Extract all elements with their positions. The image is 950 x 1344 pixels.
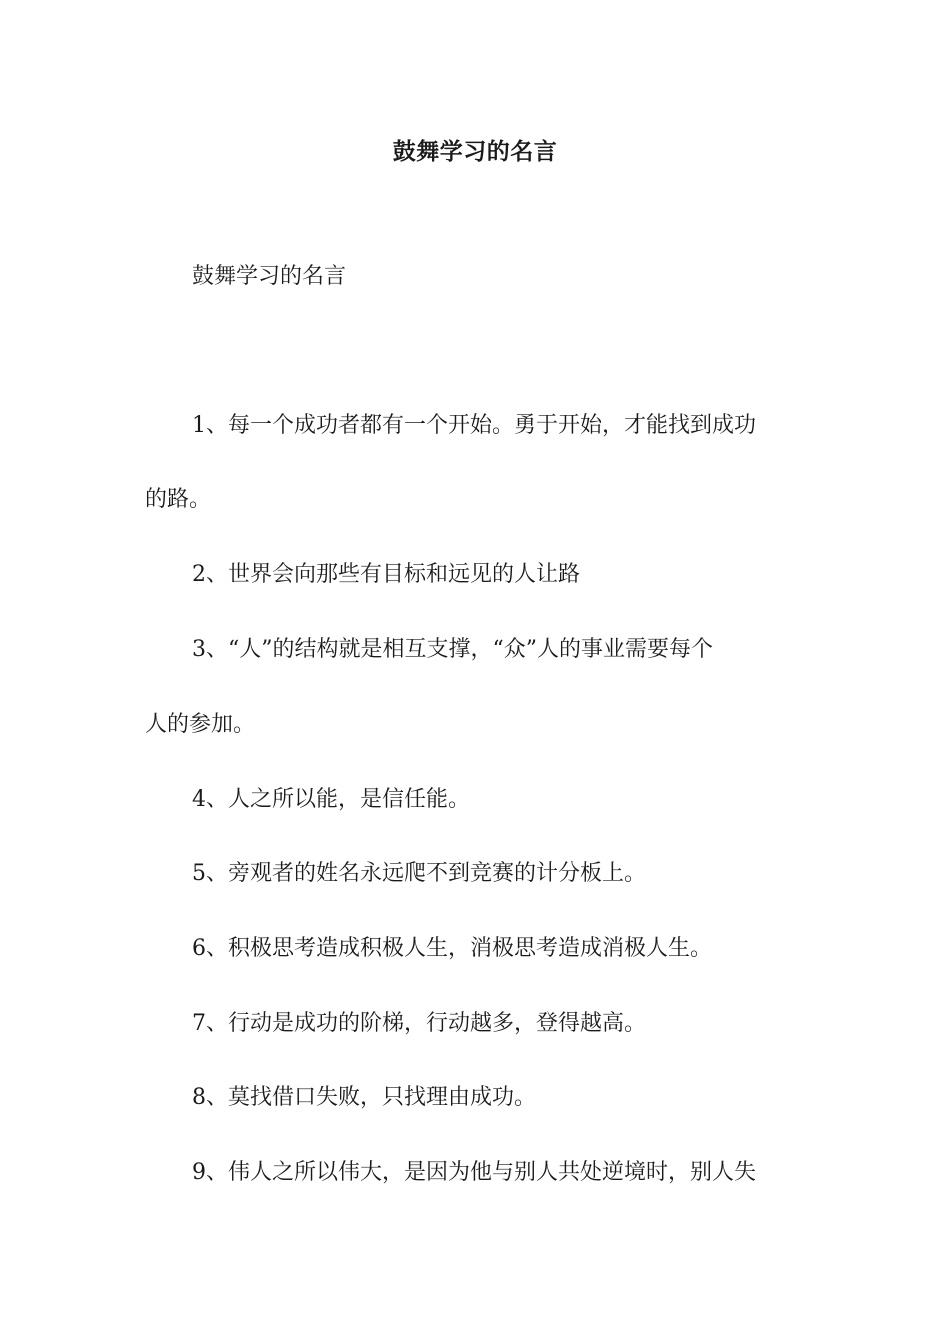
quote-line-6: 6、积极思考造成积极人生，消极思考造成消极人生。 bbox=[192, 936, 712, 961]
quote-line-9: 9、伟人之所以伟大，是因为他与别人共处逆境时，别人失 bbox=[192, 1160, 756, 1185]
quote-line-2: 2、世界会向那些有目标和远见的人让路 bbox=[192, 562, 580, 587]
quote-line-3: 3、“人”的结构就是相互支撑，“众”人的事业需要每个 bbox=[192, 637, 713, 662]
quote-line-8: 8、莫找借口失败，只找理由成功。 bbox=[192, 1085, 536, 1110]
document-subtitle: 鼓舞学习的名言 bbox=[192, 264, 347, 289]
quote-line-3-continued: 人的参加。 bbox=[145, 712, 256, 737]
quote-line-1: 1、每一个成功者都有一个开始。勇于开始，才能找到成功 bbox=[192, 413, 756, 438]
quote-line-5: 5、旁观者的姓名永远爬不到竞赛的计分板上。 bbox=[192, 861, 646, 886]
quote-line-1-continued: 的路。 bbox=[145, 487, 212, 512]
document-title: 鼓舞学习的名言 bbox=[392, 138, 558, 165]
quote-line-4: 4、人之所以能，是信任能。 bbox=[192, 787, 470, 812]
quote-line-7: 7、行动是成功的阶梯，行动越多，登得越高。 bbox=[192, 1011, 646, 1036]
